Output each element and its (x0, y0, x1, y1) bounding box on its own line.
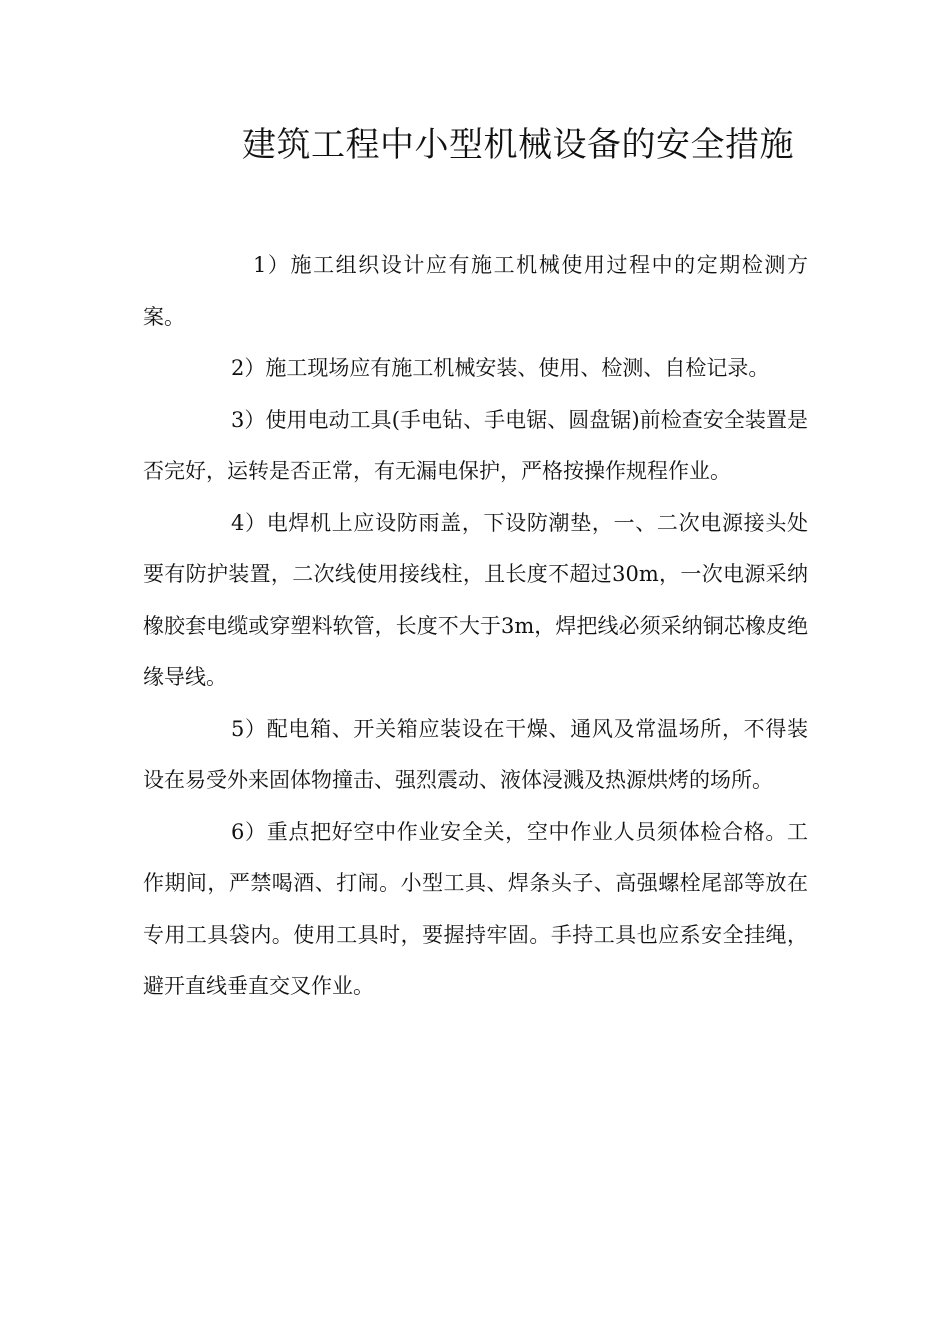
document-body (143, 240, 808, 1013)
paragraph-5: 5）配电箱、开关箱应装设在干燥、通风及常温场所，不得装设在易受外来固体物撞击、强烈震动、液体浸溅及热源烘烤的场所。 (143, 716, 808, 792)
paragraph-6: 6）重点把好空中作业安全关，空中作业人员须体检合格。工作期间，严禁喝酒、打闹。小型工具、焊条头子、高强螺栓尾部等放在专用工具袋内。使用工具时，要握持牢固。手持工具也应系安全挂绳，避开直线垂直交叉作业。 (143, 819, 808, 998)
paragraph-1: 1）施工组织设计应有施工机械使用过程中的定期检测方案。 (143, 253, 808, 329)
paragraph-3: 3）使用电动工具(手电钻、手电锯、圆盘锯)前检查安全装置是否完好，运转是否正常，有无漏电保护，严格按操作规程作业。 (143, 407, 808, 483)
paragraph-2: 2）施工现场应有施工机械安装、使用、检测、自检记录。 (231, 356, 770, 380)
document-title: 建筑工程中小型机械设备的安全措施 (242, 125, 794, 165)
paragraph-4: 4）电焊机上应设防雨盖，下设防潮垫，一、二次电源接头处要有防护装置，二次线使用接线柱，且长度不超过30m，一次电源采纳橡胶套电缆或穿塑料软管，长度不大于3m，焊把线必须采纳铜芯橡皮绝缘导线。 (143, 510, 808, 689)
